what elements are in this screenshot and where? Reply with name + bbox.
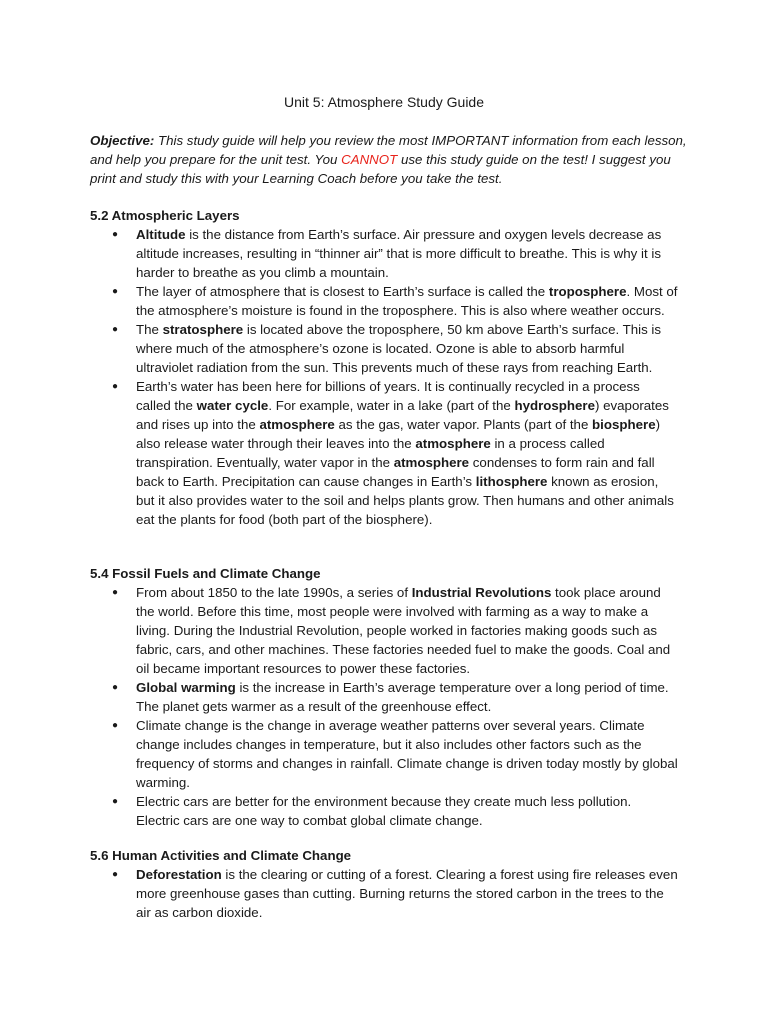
bold-term: Global warming — [136, 680, 236, 695]
objective-label: Objective: — [90, 133, 155, 148]
objective-text-after: use this study guide on the test! I suggest you print and study this with your Learning Coach before you take the test. — [90, 152, 671, 186]
section-list-atmospheric-layers — [0, 225, 678, 529]
bold-term: biosphere — [592, 417, 656, 432]
list-item — [0, 225, 678, 282]
bullet-text: known as erosion, but it also provides water to the soil and helps plants grow. Then humans and other animals eat the plants for food (both part of the biosphere). — [136, 474, 674, 527]
list-item — [0, 583, 678, 678]
bullet-text: Climate change is the change in average weather patterns over several years. Climate change includes changes in temperature, but it also includes other factors such as the frequency of storms and changes in rainfall. Climate change is driven today mostly by global warming. — [136, 718, 678, 790]
bullet-text: is located above the troposphere, 50 km above Earth’s surface. This is where much of the atmosphere’s ozone is located. Ozone is able to absorb harmful ultraviolet radiation from the sun. This prevents much of these rays from reaching Earth. — [136, 322, 662, 375]
bold-term: water cycle — [196, 398, 269, 413]
list-item — [0, 865, 678, 922]
bold-term: lithosphere — [475, 474, 548, 489]
bullet-text: is the increase in Earth’s average temperature over a long period of time. The planet gets warmer as a result of the greenhouse effect. — [136, 680, 669, 714]
bullet-text: Earth’s water has been here for billions of years. It is continually recycled in a process called the — [136, 379, 640, 413]
bold-term: stratosphere — [162, 322, 244, 337]
page-title: Unit 5: Atmosphere Study Guide — [284, 94, 484, 110]
bold-term: Industrial Revolutions — [411, 585, 552, 600]
bullet-text: as the gas, water vapor. Plants (part of the — [334, 417, 593, 432]
bullet-text: took place around the world. Before this time, most people were involved with farming as a way to make a living. During the Industrial Revolution, people worked in factories making goods such as fabric, cars, and other machines. These factories needed fuel to make the goods. Coal and oil became important resources to power these factories. — [136, 585, 671, 676]
objective-text-before: This study guide will help you review the most IMPORTANT information from each lesson, and help you prepare for the unit test. You — [90, 133, 687, 167]
bullet-text: The layer of atmosphere that is closest to Earth’s surface is called the — [136, 284, 549, 299]
bullet-text: . For example, water in a lake (part of the — [268, 398, 515, 413]
list-item — [0, 282, 678, 320]
bullet-text: ) evaporates and rises up into the — [136, 398, 669, 432]
bold-term: atmosphere — [393, 455, 470, 470]
bullet-text: The — [136, 322, 163, 337]
bullet-text: From about 1850 to the late 1990s, a series of — [136, 585, 412, 600]
section-heading-human-activities: 5.6 Human Activities and Climate Change — [90, 848, 352, 863]
list-item — [0, 716, 678, 792]
objective-emphasis: CANNOT — [341, 152, 398, 167]
bullet-text: ) also release water through their leaves into the — [136, 417, 661, 451]
bold-term: Altitude — [136, 227, 186, 242]
list-item — [0, 792, 678, 830]
bold-term: atmosphere — [415, 436, 491, 451]
objective-paragraph — [90, 131, 688, 188]
bold-term: hydrosphere — [514, 398, 595, 413]
section-heading-fossil-fuels: 5.4 Fossil Fuels and Climate Change — [90, 566, 321, 581]
bullet-text: . Most of the atmosphere’s moisture is found in the troposphere. This is also where weather occurs. — [136, 284, 678, 318]
bullet-text: condenses to form rain and fall back to Earth. Precipitation can cause changes in Earth’s — [136, 455, 655, 489]
section-heading-atmospheric-layers: 5.2 Atmospheric Layers — [90, 208, 240, 223]
bullet-text: in a process called transpiration. Eventually, water vapor in the — [136, 436, 605, 470]
bold-term: troposphere — [548, 284, 627, 299]
list-item — [0, 320, 678, 377]
list-item — [0, 678, 678, 716]
bullet-text: is the distance from Earth’s surface. Air pressure and oxygen levels decrease as altitude increases, resulting in “thinner air” that is more difficult to breathe. This is why it is harder to breathe as you climb a mountain. — [136, 227, 662, 280]
section-list-human-activities — [0, 865, 678, 922]
bold-term: Deforestation — [136, 867, 222, 882]
bold-term: atmosphere — [259, 417, 335, 432]
bullet-text: Electric cars are better for the environment because they create much less pollution. Electric cars are one way to combat global climate change. — [136, 794, 632, 828]
bullet-text: is the clearing or cutting of a forest. Clearing a forest using fire releases even more greenhouse gases than cutting. Burning returns the stored carbon in the trees to the air as carbon dioxide. — [136, 867, 678, 920]
list-item — [0, 377, 678, 529]
section-list-fossil-fuels — [0, 583, 678, 830]
